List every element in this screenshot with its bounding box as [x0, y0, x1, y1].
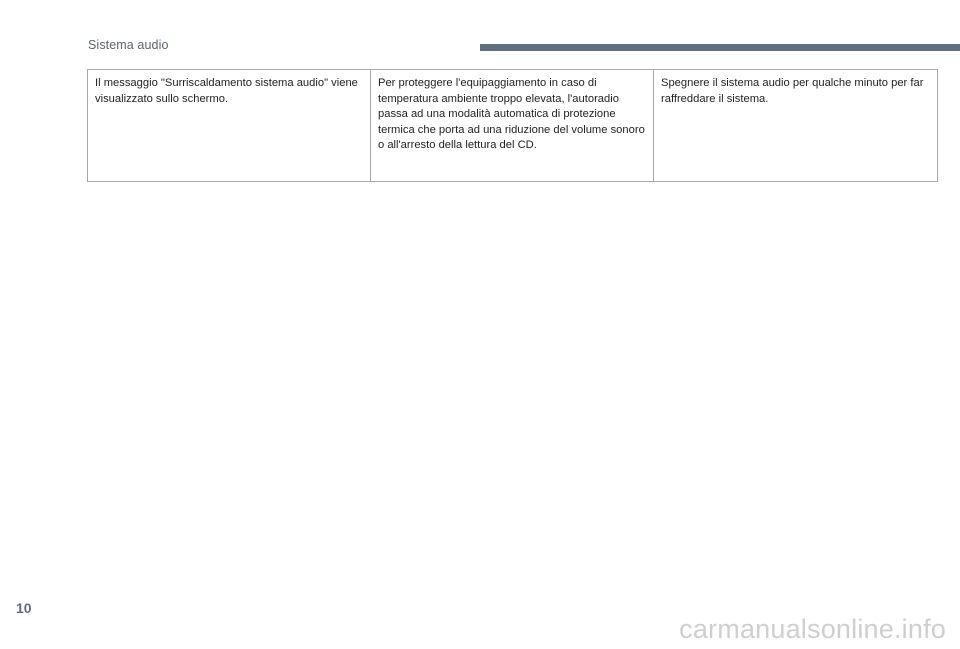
watermark[interactable]: carmanualsonline.info [679, 614, 946, 644]
info-table [87, 69, 938, 182]
table-cell-message: Il messaggio "Surriscaldamento sistema audio" viene visualizzato sullo schermo. [88, 70, 371, 182]
page-number: 10 [16, 600, 32, 616]
table-cell-cause: Per proteggere l'equipaggiamento in caso di temperatura ambiente troppo elevata, l'autoradio passa ad una modalità automatica di protezione termica che porta ad una riduzione del volume sonoro o all'arresto della lettura del CD. [371, 70, 654, 182]
section-title: Sistema audio [88, 38, 169, 52]
table-row [88, 70, 938, 182]
table-cell-solution: Spegnere il sistema audio per qualche minuto per far raffreddare il sistema. [654, 70, 938, 182]
header-accent-bar [480, 44, 960, 51]
